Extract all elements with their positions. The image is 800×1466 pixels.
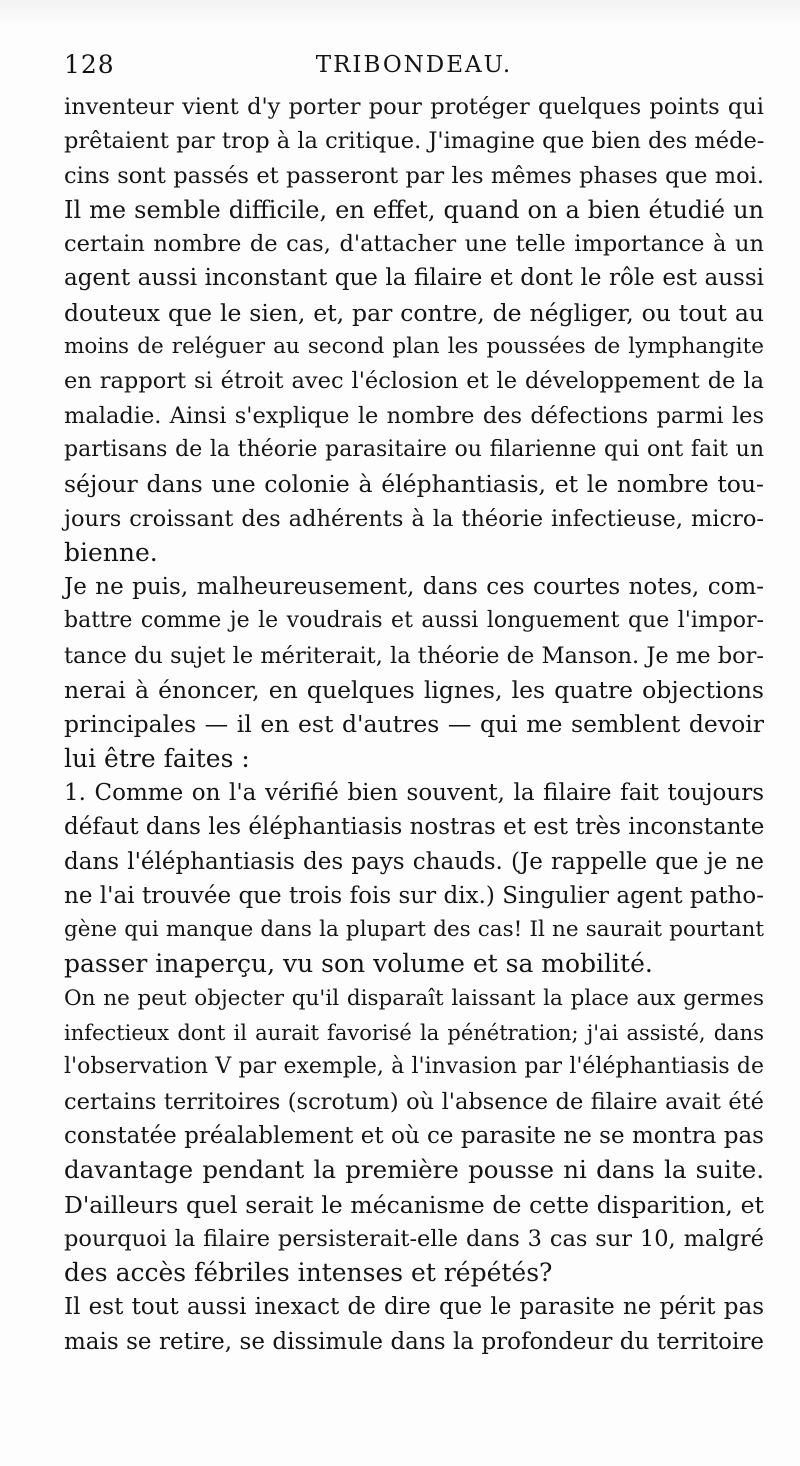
text-line: ne l'ai trouvée que trois fois sur dix.) Singulier agent patho- (64, 882, 764, 909)
text-line: l'observation V par exemple, à l'invasion par l'éléphantiasis de (64, 1054, 764, 1080)
text-line: maladie. Ainsi s'explique le nombre des défections parmi les (64, 402, 764, 429)
text-line: Il me semble difficile, en effet, quand on a bien étudié un (64, 195, 764, 224)
text-line: infectieux dont il aurait favorisé la pénétration; j'ai assisté, dans (64, 1021, 764, 1046)
page-top-edge (0, 0, 800, 26)
text-line: lui être faites : (64, 743, 250, 773)
page-number: 128 (64, 50, 115, 79)
text-line: mais se retire, se dissimule dans la profondeur du territoire (64, 1328, 764, 1355)
text-line: partisans de la théorie parasitaire ou filarienne qui ont fait un (64, 436, 764, 462)
body-text (64, 90, 764, 1359)
text-line: battre comme je le voudrais et aussi longuement que l'impor- (64, 608, 764, 634)
text-line: tance du sujet le mériterait, la théorie de Manson. Je me bor- (64, 642, 764, 669)
text-line: jours croissant des adhérents à la théorie infectieuse, micro- (64, 505, 764, 532)
running-head: TRIBONDEAU. (315, 52, 513, 78)
text-line: bienne. (64, 537, 158, 567)
text-line: certains territoires (scrotum) où l'absence de filaire avait été (64, 1088, 764, 1115)
text-line: cins sont passés et passeront par les mêmes phases que moi. (64, 162, 764, 189)
text-line: séjour dans une colonie à éléphantiasis, et le nombre tou- (64, 470, 764, 499)
text-line: inventeur vient d'y porter pour protéger quelques points qui (64, 94, 764, 120)
text-line: en rapport si étroit avec l'éclosion et le développement de la (64, 368, 764, 395)
text-line: Il est tout aussi inexact de dire que le parasite ne périt pas (64, 1294, 764, 1321)
text-line: Je ne puis, malheureusement, dans ces courtes notes, com- (64, 574, 764, 601)
page-header (64, 48, 764, 82)
text-line: principales — il en est d'autres — qui me semblent devoir (64, 710, 764, 739)
text-line: gène qui manque dans la plupart des cas! Il ne saurait pourtant (64, 917, 764, 943)
text-line: passer inaperçu, vu son volume et sa mobilité. (64, 949, 653, 979)
text-line: des accès fébriles intenses et répétés? (64, 1258, 553, 1288)
text-line: constatée préalablement et où ce parasite ne se montra pas (64, 1122, 764, 1149)
text-line: dans l'éléphantiasis des pays chauds. (Je rappelle que je ne (64, 848, 764, 875)
text-line: prêtaient par trop à la critique. J'imagine que bien des méde- (64, 128, 765, 155)
text-line: nerai à énoncer, en quelques lignes, les quatre objections (64, 676, 764, 705)
text-line: pourquoi la filaire persisterait-elle dans 3 cas sur 10, malgré (64, 1225, 764, 1252)
text-line: On ne peut objecter qu'il disparaît laissant la place aux germes (64, 985, 764, 1011)
text-line: agent aussi inconstant que la filaire et dont le rôle est aussi (64, 265, 764, 292)
text-line: 1. Comme on l'a vérifié bien souvent, la filaire fait toujours (64, 779, 764, 806)
text-line: certain nombre de cas, d'attacher une telle importance à un (64, 231, 764, 258)
text-line: davantage pendant la première pousse ni dans la suite. (64, 1155, 764, 1185)
text-line: douteux que le sien, et, par contre, de négliger, ou tout au (64, 298, 764, 327)
text-line: défaut dans les éléphantiasis nostras et est très inconstante (64, 814, 765, 841)
text-line: moins de reléguer au second plan les poussées de lymphangite (64, 334, 764, 360)
text-line: D'ailleurs quel serait le mécanisme de cette disparition, et (64, 1190, 764, 1219)
